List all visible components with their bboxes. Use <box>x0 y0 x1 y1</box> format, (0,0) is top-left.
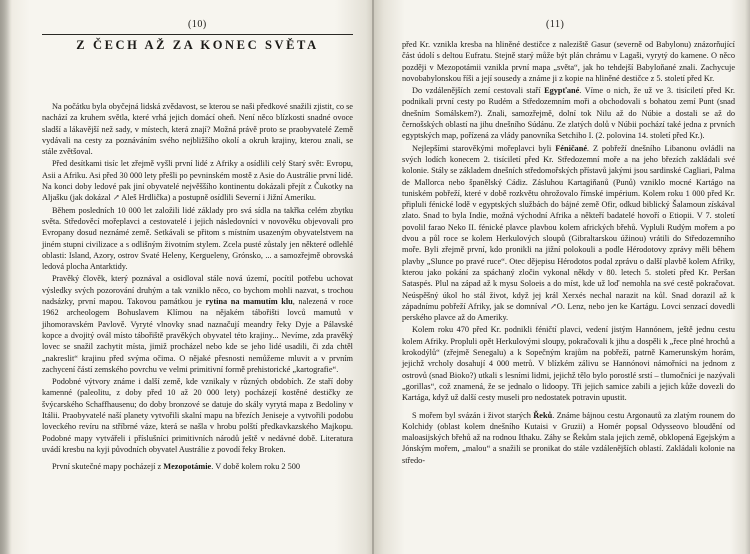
paragraph <box>42 273 353 375</box>
right-page-text <box>402 39 735 466</box>
page-edge-shadow <box>0 0 12 554</box>
paragraph-text: S mořem byl svázán i život starých <box>412 410 534 420</box>
bold-term: Egypťané <box>544 86 580 96</box>
paragraph-text: Nejlepšími starověkými mořeplavci byli <box>412 143 556 153</box>
paragraph: Podobné výtvory známe i další země, kde vznikaly v různých obdobích. Ze staří doby kamenné (paleolitu, z doby před 10 až 20 000 lety) pocházejí kostěné destičky ze švýcarského Schaffhausenu; do doby bronzové se datuje do skály vyrytá mapa z Bedoliny v Itálii. Praobyvatelé naší planety vytvořili skalní mapu na březích Jeniseje a vytvořili podobu loveckého revíru na stříbrné váze, která se našla v hrobu polští předkavkazského Majkopu. Podobné mapy vytvářeli i příslušníci primitivních národů ještě v nedávné době. Literatura uvádí kresbu na kyji původních obyvatel Austrálie z povodí řeky Broken. <box>42 377 353 454</box>
page-number: (11) <box>546 19 565 30</box>
paragraph: Kolem roku 470 před Kr. podnikli féničtí plavci, vedení jistým Hannónem, ještě jednu cestu kolem Afriky. Propluli opět Herkulovými sloupy, pokračovali k jihu a dospěli k „řece plné hrochů a krokodýlů“ (zřejmě Senegalu) a k Sopečným krajům na pobřeží, patrně Kamerunským horám, jejichž vrcholy dosahují 4 000 metrů. V blízkém zálivu se Hannónovi námořníci na jednom z ostrovů (snad Bioko?) utkali s lesními lidmi, jejichž tělo bylo porostlé srstí – tlumočníci je nazývali „gorillas“, což znamená, že se jednalo o lidoopy. Tři jejich samice zabili a jejich kůže dovezli do Kartága, když už další cesty museli pro nedostatek potravin upustit. <box>402 325 735 403</box>
paragraph-text: . Z pobřeží dnešního Libanonu ovládli na svých lodích konecem 2. tisíciletí před Kr. Středozemní moře a na jeho březích zakládali své kolonie. Stály se základem dnešních středomořských přístavů jakými jsou sardinské Cagliari, Palma de Mallorca nebo španělský Cádiz. Zásluhou Kartagiňanů (Punů) vzniklo mocné Kartágo na tuniském pobřeží, které v době rozkvětu ohrožovalo římské impérium. Kolem roku 1 000 před Kr. připluli fénické lodě v egyptských službách do bájné země Ofir, odkud biblický Šalamoun získával zlato. Snad to byla Indie, možná východní Afrika a někteří badatelé hovoří o Etiopii. V 7. století povolil farao Neko II. fénické plavce plavbou kolem afrických břehů. Vypluli Rudým mořem a po dvou a půl roce se kolem Herkulových sloupů (Gibraltarskou úžinou) vrátili do Středozemního moře. Byli zřejmě první, kdo pronikli na jižní polokouli a podle Hérodotovy zprávy měli během plavby „Slunce po pravé ruce“. Otec dějepisu Hérodotos podal zprávu o další plavbě kolem Afriky, kterou jako pokání za spáchaný zločin vykonal někdy v 80. letech 5. století před Kr. Peršan Sataspés. Plul na západ až k mysu Soloeis a do míst, kde už loď nemohla na své cestě pokračovat. Neúspěšný úkol ho stál život, když jej král Xerxés nechal narazit na kůl. Snad dorazil až k západnímu pobřeží Afriky, jak se domníval ↗O. Lenz, nebo jen ke Kartágu. Lovci senzací dovedli perského plavce až do Ameriky. <box>402 143 735 323</box>
paragraph: Na počátku byla obyčejná lidská zvědavost, se kterou se naši předkové snažili zjistit, co se nachází za kruhem světla, které vrhá jejich domácí oheň. Není něco blízkosti snadné ovoce sladší a lákavější než sady, v místech, která znají? Možná právě proto se praobyvatelé Země vydávali na cesty za poznáváním svého nejbližšího okolí a okruh krajiny, kterou znali, se stále zvětšoval. <box>42 102 353 157</box>
bold-term: rytina na mamutím klu <box>205 297 293 307</box>
bold-term: Řeků <box>533 410 553 420</box>
left-page <box>14 0 368 554</box>
paragraph: Před desítkami tisíc let zřejmě vyšli první lidé z Afriky a osídlili celý Starý svět: Evropu, Asii a Afriku. Asi před 30 000 lety přešli po pevninském mostě z Asie do Austrálie první lidé. Na konci doby ledové pak jiní obyvatelé nejvěššího kontinentu dokázali přejít z Čukotky na Aljašku (jak dokázal ↗ Aleš Hrdlička) a postupně osídlili Severní i Jižní Ameriku. <box>42 159 353 203</box>
paragraph: před Kr. vznikla kresba na hliněné destičce z naleziště Gasur (severně od Babylonu) znázorňující část údolí s deltou Eufratu. Stejně starý může být plán chrámu v Lagaši, vyrytý do kamene. O něco později v Mezopotámii vznikla první mapa „světa“, jak ho tehdejší Babyloňané znali. Zachycuje novobabylonskou říši a její sousedy a známe ji z kopie na hliněné destičce z 5. století před Kr. <box>402 40 735 83</box>
paragraph-text: . V době kolem roku 2 500 <box>211 462 301 472</box>
header-rule <box>42 34 353 35</box>
page-number: (10) <box>188 19 207 30</box>
bold-term: Mezopotámie <box>163 462 212 472</box>
bold-term: Féničané <box>555 143 588 153</box>
chapter-title: Z ČECH AŽ ZA KONEC SVĚTA <box>76 38 319 52</box>
paragraph-text: První skutečné mapy pocházejí z <box>52 462 164 472</box>
paragraph: Během posledních 10 000 let založili lidé základy pro svá sídla na takřka celém zbytku světa. Středověcí mořeplavci a cestovatelé i jejich následovníci v novověku objevovali pro Evropany dosud neznámé země. Setkávali se přitom s místním usazeným obyvatelstvem na jiném stupni civilizace a s odlišným životním stylem. Zcela pusté zůstaly jen některé odlehlé oblasti: Island, Azory, ostrov Svaté Heleny, Kergueleny, Grónsko, ... a samozřejmě obrovská ledová plocha Antarktidy. <box>42 205 353 272</box>
paragraph <box>402 410 735 466</box>
paragraph-text: Pravěký člověk, který poznával a osidloval stále nová území, pocítil potřebu uchovat výsledky svých pozorování druhým a tak vzniklo něco, co bychom mohli nazvat, s trochou nadsázky, první mapou. Takovou památkou je <box>42 274 353 307</box>
paragraph <box>402 85 735 141</box>
paragraph-text: . Víme o nich, že už ve 3. tisíciletí před Kr. podnikali první cesty po Rudém a Středozemním moři a obchodovali s bohatou zemí Punt (snad dnešním Somálskem?). Znali, samozřejmě, dolní tok Nilu až do Núbie a dostali se až do černošských oblastí na jihu dnešního Súdánu. Ze zlatých dolů v Núbii pochází také jedna z prvních egyptských map, pořízená za vlády panovníka Setchiho I. (2. polovina 14. století před Kr.). <box>402 86 736 141</box>
paragraph <box>402 143 735 324</box>
book-gutter <box>372 0 374 554</box>
paragraph-text: . Známe bájnou cestu Argonautů za zlatým rounem do Kolchidy (oblast kolem dnešního Kutaisi v Gruzii) a Homér popsal Odysseovo bloudění od maloasijských břehů až na rodnou Ithaku. Záhy se Řekům stala jejich země, obklopená Egejským a Jónským mořem, „malou“ a snažili se pronikat do stále vzdálenějších oblastí. Zakládali kolonie na středo- <box>402 410 735 465</box>
paragraph <box>42 461 353 472</box>
left-page-text <box>42 101 353 473</box>
paragraph-text: , nalezená v roce 1962 archeologem Bohuslavem Klímou na nějakém tábořišti lovců mamutů v jihomoravském Pavlově. Vyryté vlnovky snad naznačují meandry řeky Dyje a Pálavské kopce a dvojitý ovál místo tábořiště pravěkých obyvatel této krajiny... Nevíme, zda pravěký lovec se snažil zachytit místa, jimiž procházel nebo kde se jeho lidé usadili, či zda chtěl „nakreslit“ krajinu před svýma očima. O nějaké přesnosti nemůžeme mluvit a v prvním zachycení částí zemského povrchu ve velmi primitivní formě prehistorické „kartografie“. <box>42 297 353 374</box>
paragraph-text: Do vzdálenějších zemí cestovali staří <box>412 86 545 96</box>
right-page <box>380 0 742 554</box>
